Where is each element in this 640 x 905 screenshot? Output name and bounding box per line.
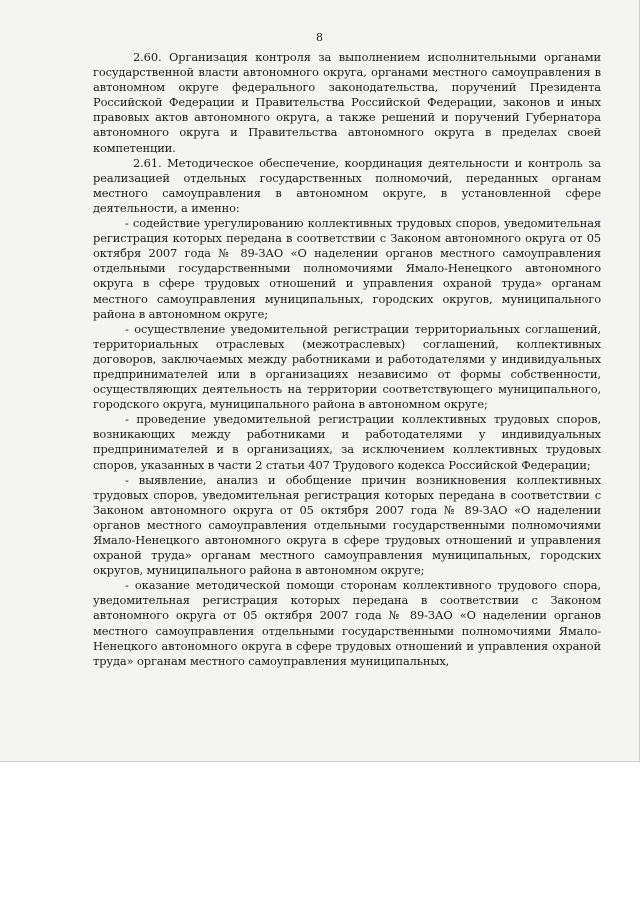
paragraph-2-61: 2.61. Методическое обеспечение, координация деятельности и контроль за реализацией отдельных государственных полномочий, переданных органам местного самоуправления в автономном округе, в установленной сфере деятельности, а именно:	[93, 155, 601, 215]
paragraph-2-60: 2.60. Организация контроля за выполнением исполнительными органами государственной власти автономного округа, органами местного самоуправления в автономном округе федерального законодательства, поручений Президента Российской Федерации и Правительства Российской Федерации, законов и иных правовых актов автономного округа, а также решений и поручений Губернатора автономного округа и Правительства автономного округа в пределах своей компетенции.	[93, 50, 601, 155]
document-body	[93, 50, 601, 669]
page-number: 8	[316, 31, 323, 44]
blank-area	[0, 762, 640, 905]
list-item: - выявление, анализ и обобщение причин возникновения коллективных трудовых споров, уведомительная регистрация которых передана в соответствии с Законом автономного округа от 05 октября 2007 года № 89-ЗАО «О наделении органов местного самоуправления отдельными государственными полномочиями Ямало-Ненецкого автономного округа в сфере трудовых отношений и управления охраной труда» органам местного самоуправления муниципальных, городских округов, муниципального района в автономном округе;	[93, 472, 601, 578]
list-item: - проведение уведомительной регистрации коллективных трудовых споров, возникающих между работниками и работодателями у индивидуальных предпринимателей и в организациях, за исключением коллективных трудовых споров, указанных в части 2 статьи 407 Трудового кодекса Российской Федерации;	[93, 412, 601, 472]
list-item: - осуществление уведомительной регистрации территориальных соглашений, территориальных отраслевых (межотраслевых) соглашений, коллективных договоров, заключаемых между работниками и работодателями у индивидуальных предпринимателей или в организациях независимо от формы собственности, осуществляющих деятельность на территории соответствующего муниципального, городского округа, муниципального района в автономном округе;	[93, 321, 601, 412]
list-item: - оказание методической помощи сторонам коллективного трудового спора, уведомительная регистрация которых передана в соответствии с Законом автономного округа от 05 октября 2007 года № 89-ЗАО «О наделении органов местного самоуправления отдельными государственными полномочиями Ямало-Ненецкого автономного округа в сфере трудовых отношений и управления охраной труда» органам местного самоуправления муниципальных,	[93, 578, 601, 668]
list-item: - содействие урегулированию коллективных трудовых споров, уведомительная регистрация которых передана в соответствии с Законом автономного округа от 05 октября 2007 года № 89-ЗАО «О наделении органов местного самоуправления отдельными государственными полномочиями Ямало-Ненецкого автономного округа в сфере трудовых отношений и управления охраной труда» органам местного самоуправления муниципальных, городских округов, муниципального района в автономном округе;	[93, 216, 601, 321]
